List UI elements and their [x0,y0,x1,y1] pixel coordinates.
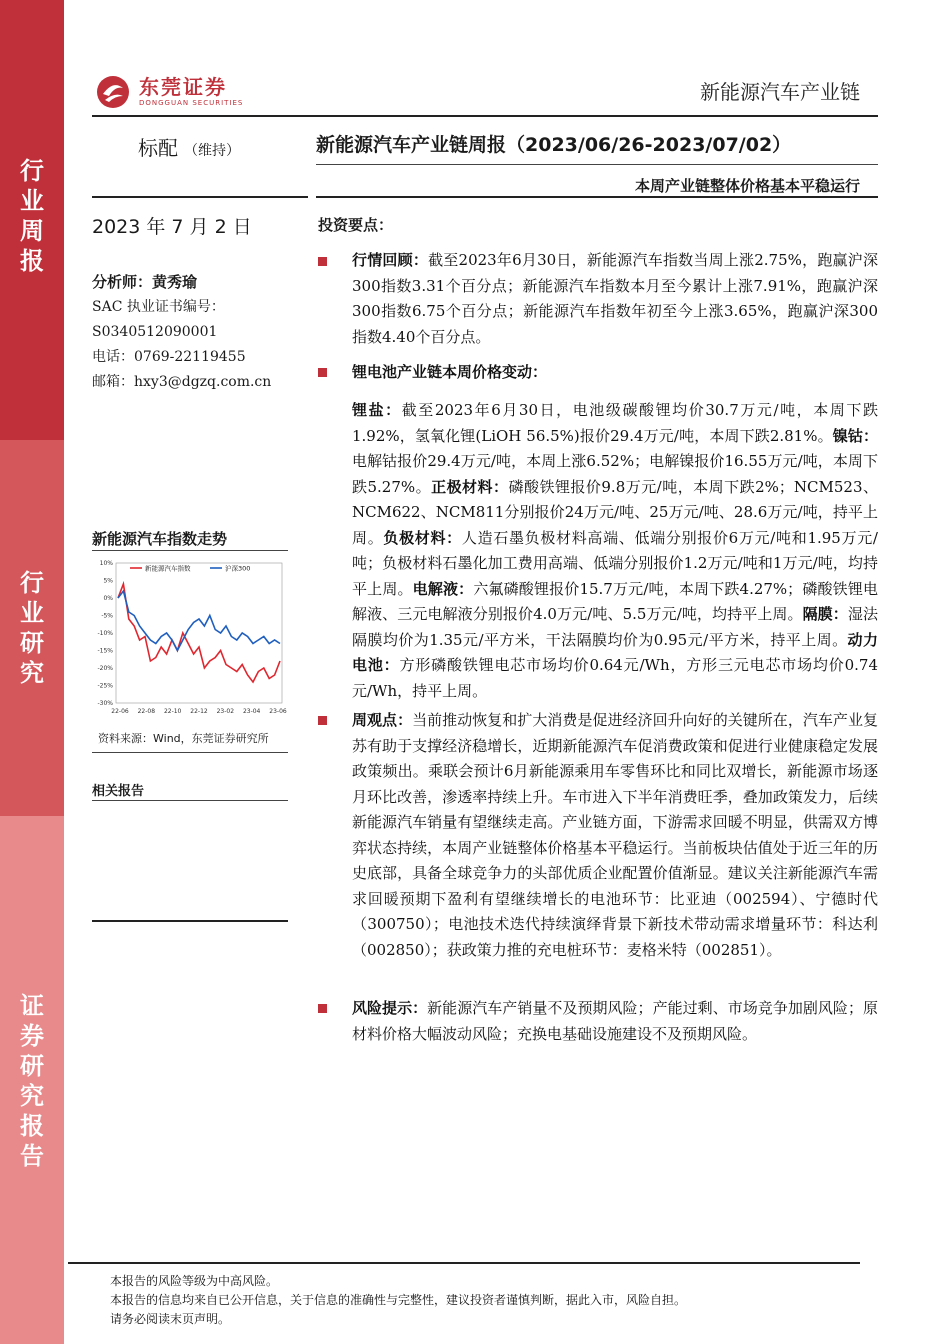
report-title: 新能源汽车产业链周报（2023/06/26-2023/07/02） [316,134,792,156]
price-change-head: 锂电池产业链本周价格变动： [352,363,548,381]
header-rule [92,115,878,117]
bullet-icon [318,368,327,377]
lithium-salt-head: 锂盐： [352,401,402,419]
weekly-view-head: 周观点： [352,711,413,729]
separator-head: 隔膜： [802,605,848,623]
bullet-icon [318,257,327,266]
disclaimer [110,1272,686,1329]
market-review-paragraph [352,248,878,350]
electrolyte-body: 六氟磷酸锂报价15.7万元/吨，本周下跌4.27%；磷酸铁锂电解液、三元电解液分别报价4.0万元/吨、5.5万元/吨，均持平上周。 [352,579,878,623]
sidebar-char: 告 [20,1142,44,1170]
risk-head: 风险提示： [352,999,428,1017]
chart-source: 资料来源：Wind，东莞证券研究所 [98,732,269,745]
sidebar-section-weekly [0,0,64,440]
title-rule [316,164,878,165]
disclaimer-line: 本报告的信息均来自已公开信息，关于信息的准确性与完整性，建议投资者谨慎判断，据此入市，风险自担。 [110,1293,687,1307]
y-tick-label: -10% [97,630,113,637]
bullet-icon [318,716,327,725]
related-reports-title: 相关报告 [92,784,145,799]
sidebar-char: 研 [20,629,44,657]
sidebar-char: 行 [20,157,44,185]
sidebar-char: 研 [20,1052,44,1080]
key-points-title: 投资要点： [318,216,394,234]
market-review-body: 截至2023年6月30日，新能源汽车指数当周上涨2.75%，跑赢沪深300指数3.31个百分点；新能源汽车指数本月至今累计上涨7.91%，跑赢沪深300指数6.75个百分点；新能源汽车指数年初至今上涨3.65%，跑赢沪深300指数4.40个百分点。 [352,251,878,346]
footer-rule [68,1262,860,1264]
sidebar-char: 证 [20,992,44,1020]
sidebar-char: 报 [20,247,44,275]
sidebar-char: 报 [20,1112,44,1140]
sac-number: S0340512090001 [92,324,218,340]
left-top-rule [92,196,308,198]
price-change-heading [352,360,878,386]
weekly-view-body: 当前推动恢复和扩大消费是促进经济回升向好的关键所在，汽车产业复苏有助于支撑经济稳增长，近期新能源汽车促消费政策和促进行业健康稳定发展政策频出。乘联会预计6月新能源乘用车零售环比和同比双增长，新能源市场逐月环比改善，渗透率持续上升。车市进入下半年消费旺季，叠加政策发力，后续新能源汽车销量有望继续走高。产业链方面，下游需求回暖不明显，供需双方博弈状态持续，本周产业链整体价格基本平稳运行。当前板块估值处于近三年的历史底部，具备全球竞争力的头部优质企业配置价值渐显。建议关注新能源汽车需求回暖预期下盈利有望继续增长的电池环节：比亚迪（002594）、宁德时代（300750）；电池技术迭代持续演绎背景下新技术带动需求增量环节：科达利（002850）；获政策力推的充电桩环节：麦格米特（002851）。 [352,711,878,959]
industry-category: 新能源汽车产业链 [700,80,860,104]
battery-head: 动力电池： [352,630,878,674]
sidebar-char: 周 [20,217,44,245]
x-tick-label: 23-04 [242,708,261,715]
bullet-icon [318,1004,327,1013]
anode-body: 人造石墨负极材料高端、低端分别报价6万元/吨和1.95万元/吨；负极材料石墨化加工费用高端、低端分别报价1.2万元/吨和1万元/吨，均持平上周。 [352,528,878,598]
plot-frame [116,563,282,703]
report-subtitle: 本周产业链整体价格基本平稳运行 [634,177,860,195]
x-tick-label: 22-08 [137,708,156,715]
x-tick-label: 23-02 [216,708,235,715]
electrolyte-head: 电解液： [412,579,474,598]
market-review-head: 行情回顾： [352,251,429,269]
source-rule [92,752,288,753]
company-logo [95,74,243,110]
disclaimer-line: 请务必阅读末页声明。 [110,1312,231,1326]
analyst-email[interactable]: 邮箱：hxy3@dgzq.com.cn [92,374,272,390]
sidebar-char: 业 [20,187,44,215]
sidebar-char: 究 [20,1082,44,1110]
nickel-cobalt-head: 镍钴： [832,426,878,445]
logo-name-en: DONGGUAN SECURITIES [139,99,244,107]
chart-svg [92,555,288,720]
chart-top-rule [92,550,288,551]
lithium-salt-body: 截至2023年6月30日，电池级碳酸锂均价30.7万元/吨，本周下跌1.92%，氢氧化锂(LiOH 56.5%)报价29.4万元/吨，本周下跌2.81%。 [352,401,878,445]
y-tick-label: -5% [101,612,113,620]
sidebar-section-research [0,440,64,816]
weekly-view-paragraph [352,708,878,963]
sidebar-char: 究 [20,659,44,687]
sac-label: SAC 执业证书编号： [92,299,225,315]
chart-title: 新能源汽车指数走势 [92,530,228,548]
risk-paragraph [352,996,878,1047]
index-trend-chart [92,555,288,720]
rating [138,132,240,161]
sidebar-section-report [0,816,64,1344]
analyst-phone: 电话：0769-22119455 [92,349,246,365]
price-change-paragraph [352,398,878,704]
y-tick-label: 0% [103,595,113,602]
series-line [118,591,280,651]
report-date: 2023 年 7 月 2 日 [92,216,252,238]
x-tick-label: 23-06 [269,708,287,715]
y-tick-label: -30% [97,700,113,707]
separator-body: 湿法隔膜均价为1.35元/平方米，干法隔膜均价为0.95元/平方米，持平上周。 [352,605,878,649]
x-tick-label: 22-06 [111,708,129,715]
series-line [118,584,280,682]
cathode-body: 磷酸铁锂报价9.8万元/吨，本周下跌2%；NCM523、NCM622、NCM811分别报价24万元/吨、25万元/吨、28.6万元/吨，持平上周。 [352,477,878,547]
rating-value: 标配 [138,136,178,160]
sidebar-char: 业 [20,599,44,627]
logo-name-cn: 东莞证券 [139,75,227,99]
related-rule [92,800,288,801]
left-bottom-rule [92,920,288,922]
sidebar-char: 券 [20,1022,44,1050]
right-top-rule [316,196,878,198]
nickel-cobalt-body: 电解钴报价29.4万元/吨，本周上涨6.52%；电解镍报价16.55万元/吨，本周下跌5.27%。 [352,452,878,496]
legend-label: 沪深300 [225,564,251,573]
anode-head: 负极材料： [383,528,462,547]
disclaimer-line: 本报告的风险等级为中高风险。 [110,1274,279,1288]
y-tick-label: 10% [99,560,113,567]
analyst-name: 分析师：黄秀瑜 [92,273,198,291]
analyst-info [92,270,271,395]
rating-note: （维持） [184,143,240,159]
cathode-head: 正极材料： [431,477,509,496]
y-tick-label: -15% [97,647,113,655]
sidebar-char: 行 [20,569,44,597]
x-tick-label: 22-12 [190,708,208,715]
y-tick-label: 5% [103,577,113,585]
legend-label: 新能源汽车指数 [145,564,191,573]
y-tick-label: -25% [97,682,113,690]
battery-body: 方形磷酸铁锂电芯市场均价0.64元/Wh，方形三元电芯市场均价0.74元/Wh，持平上周。 [352,656,878,700]
y-tick-label: -20% [97,665,113,672]
risk-body: 新能源汽车产销量不及预期风险；产能过剩、市场竞争加剧风险；原材料价格大幅波动风险；充换电基础设施建设不及预期风险。 [352,999,878,1043]
x-tick-label: 22-10 [163,708,182,715]
logo-icon [95,74,131,110]
